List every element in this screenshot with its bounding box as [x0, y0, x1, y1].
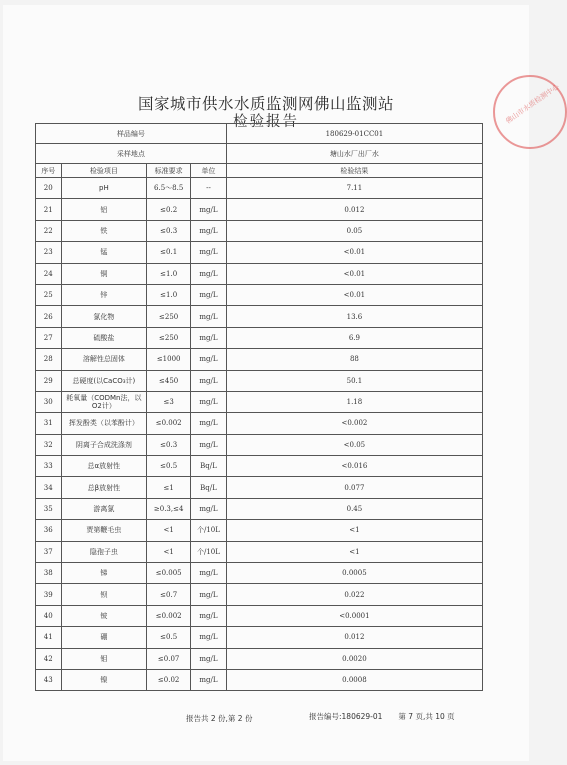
table-row: [36, 284, 483, 305]
row-unit: mg/L: [191, 220, 227, 241]
table-row: [36, 434, 483, 455]
row-result: 0.0005: [226, 563, 482, 584]
row-standard: ≤250: [147, 327, 191, 348]
row-unit: mg/L: [191, 563, 227, 584]
row-unit: mg/L: [191, 327, 227, 348]
row-unit: mg/L: [191, 349, 227, 370]
table-row: [36, 456, 483, 477]
row-unit: mg/L: [191, 306, 227, 327]
table-row: [36, 327, 483, 348]
row-seq: 20: [36, 178, 62, 199]
row-standard: ≤250: [147, 306, 191, 327]
row-unit: mg/L: [191, 584, 227, 605]
row-unit: mg/L: [191, 669, 227, 690]
row-item: 锑: [61, 563, 147, 584]
copies-note: 报告共 2 份,第 2 份: [186, 714, 253, 723]
row-result: <0.01: [226, 263, 482, 284]
sample-number-row: [36, 124, 483, 144]
row-item: 锰: [61, 242, 147, 263]
row-item: 耗氧量（CODMn法，以O2计）: [61, 391, 147, 412]
row-unit: mg/L: [191, 370, 227, 391]
row-item: 阴离子合成洗涤剂: [61, 434, 147, 455]
row-unit: --: [191, 178, 227, 199]
row-item: 硫酸盐: [61, 327, 147, 348]
row-seq: 27: [36, 327, 62, 348]
row-unit: mg/L: [191, 284, 227, 305]
row-result: 7.11: [226, 178, 482, 199]
row-item: 铝: [61, 199, 147, 220]
row-seq: 22: [36, 220, 62, 241]
row-result: 13.6: [226, 306, 482, 327]
row-standard: ≤0.07: [147, 648, 191, 669]
row-standard: ≤0.2: [147, 199, 191, 220]
column-header-standard: 标准要求: [147, 164, 191, 178]
report-subtitle: 检验报告: [233, 114, 299, 130]
row-unit: mg/L: [191, 413, 227, 434]
row-item: 贾第鞭毛虫: [61, 520, 147, 541]
seal-text: 佛山市水质检测中心: [504, 82, 561, 126]
footer-right: [309, 711, 455, 722]
row-standard: ≤0.5: [147, 627, 191, 648]
row-standard: ≤0.005: [147, 563, 191, 584]
column-header-result: 检验结果: [226, 164, 482, 178]
row-result: 50.1: [226, 370, 482, 391]
row-seq: 43: [36, 669, 62, 690]
row-seq: 28: [36, 349, 62, 370]
row-standard: ≤450: [147, 370, 191, 391]
row-unit: mg/L: [191, 199, 227, 220]
row-standard: ≤1.0: [147, 263, 191, 284]
row-item: 总β放射性: [61, 477, 147, 498]
table-row: [36, 520, 483, 541]
row-unit: 个/10L: [191, 541, 227, 562]
row-result: 0.0008: [226, 669, 482, 690]
row-item: 镍: [61, 669, 147, 690]
sampling-site-row: [36, 144, 483, 164]
row-standard: ≤1.0: [147, 284, 191, 305]
row-result: <1: [226, 520, 482, 541]
row-item: 铍: [61, 605, 147, 626]
row-seq: 31: [36, 413, 62, 434]
row-result: 1.18: [226, 391, 482, 412]
column-header-seq: 序号: [36, 164, 62, 178]
row-seq: 35: [36, 498, 62, 519]
row-result: <0.01: [226, 242, 482, 263]
row-unit: Bq/L: [191, 477, 227, 498]
row-result: <0.0001: [226, 605, 482, 626]
table-row: [36, 605, 483, 626]
row-standard: ≤0.3: [147, 220, 191, 241]
table-row: [36, 306, 483, 327]
row-unit: 个/10L: [191, 520, 227, 541]
report-number: 报告编号:180629-01: [309, 712, 383, 721]
row-item: 溶解性总固体: [61, 349, 147, 370]
table-row: [36, 498, 483, 519]
row-seq: 23: [36, 242, 62, 263]
row-standard: ≤0.7: [147, 584, 191, 605]
table-row: [36, 627, 483, 648]
table-row: [36, 413, 483, 434]
row-result: <0.016: [226, 456, 482, 477]
row-result: <0.05: [226, 434, 482, 455]
report-title: 国家城市供水水质监测网佛山监测站: [137, 95, 394, 113]
table-row: [36, 648, 483, 669]
row-result: <0.01: [226, 284, 482, 305]
row-standard: ≤0.1: [147, 242, 191, 263]
row-result: <1: [226, 541, 482, 562]
table-row: [36, 242, 483, 263]
row-unit: mg/L: [191, 242, 227, 263]
row-item: 钼: [61, 648, 147, 669]
row-seq: 36: [36, 520, 62, 541]
sampling-site-label: 采样地点: [36, 144, 227, 164]
row-item: 总硬度(以CaCO₃计): [61, 370, 147, 391]
row-item: 锌: [61, 284, 147, 305]
row-item: 铜: [61, 263, 147, 284]
row-unit: mg/L: [191, 648, 227, 669]
row-item: 铁: [61, 220, 147, 241]
row-result: 6.9: [226, 327, 482, 348]
row-unit: Bq/L: [191, 456, 227, 477]
row-standard: ≤0.5: [147, 456, 191, 477]
row-item: pH: [61, 178, 147, 199]
row-item: 总α放射性: [61, 456, 147, 477]
page-number: 第 7 页,共 10 页: [398, 712, 455, 721]
row-standard: 6.5～8.5: [147, 178, 191, 199]
sample-number-value: 180629-01CC01: [226, 124, 482, 144]
row-standard: ≤1: [147, 477, 191, 498]
row-item: 隐孢子虫: [61, 541, 147, 562]
row-seq: 21: [36, 199, 62, 220]
sampling-site-value: 塘山水厂出厂水: [226, 144, 482, 164]
row-standard: <1: [147, 520, 191, 541]
table-row: [36, 349, 483, 370]
row-result: 88: [226, 349, 482, 370]
row-seq: 29: [36, 370, 62, 391]
row-seq: 24: [36, 263, 62, 284]
row-standard: ≥0.3,≤4: [147, 498, 191, 519]
row-result: 0.012: [226, 199, 482, 220]
row-unit: mg/L: [191, 605, 227, 626]
row-seq: 41: [36, 627, 62, 648]
row-seq: 33: [36, 456, 62, 477]
row-unit: mg/L: [191, 263, 227, 284]
row-result: 0.012: [226, 627, 482, 648]
column-header-unit: 单位: [191, 164, 227, 178]
row-seq: 30: [36, 391, 62, 412]
row-item: 游离氯: [61, 498, 147, 519]
table-row: [36, 178, 483, 199]
row-item: 钡: [61, 584, 147, 605]
row-standard: ≤0.002: [147, 413, 191, 434]
row-seq: 42: [36, 648, 62, 669]
table-row: [36, 669, 483, 690]
table-row: [36, 391, 483, 412]
row-result: 0.0020: [226, 648, 482, 669]
row-unit: mg/L: [191, 627, 227, 648]
row-item: 挥发酚类（以苯酚计）: [61, 413, 147, 434]
table-row: [36, 199, 483, 220]
table-row: [36, 563, 483, 584]
row-seq: 39: [36, 584, 62, 605]
row-seq: 26: [36, 306, 62, 327]
table-row: [36, 263, 483, 284]
row-unit: mg/L: [191, 498, 227, 519]
row-seq: 38: [36, 563, 62, 584]
row-item: 氯化物: [61, 306, 147, 327]
row-result: 0.45: [226, 498, 482, 519]
row-result: <0.002: [226, 413, 482, 434]
row-result: 0.022: [226, 584, 482, 605]
table-row: [36, 584, 483, 605]
official-seal: [493, 75, 567, 149]
row-result: 0.05: [226, 220, 482, 241]
column-header-row: [36, 164, 483, 178]
column-header-item: 检验项目: [61, 164, 147, 178]
test-results-table: [35, 123, 483, 691]
row-seq: 34: [36, 477, 62, 498]
table-row: [36, 477, 483, 498]
row-item: 硼: [61, 627, 147, 648]
row-seq: 32: [36, 434, 62, 455]
row-standard: <1: [147, 541, 191, 562]
row-seq: 25: [36, 284, 62, 305]
row-result: 0.077: [226, 477, 482, 498]
sample-number-label: 样品编号: [36, 124, 227, 144]
row-standard: ≤0.02: [147, 669, 191, 690]
table-row: [36, 220, 483, 241]
row-unit: mg/L: [191, 391, 227, 412]
row-seq: 40: [36, 605, 62, 626]
row-standard: ≤0.002: [147, 605, 191, 626]
row-unit: mg/L: [191, 434, 227, 455]
table-row: [36, 541, 483, 562]
row-seq: 37: [36, 541, 62, 562]
row-standard: ≤0.3: [147, 434, 191, 455]
row-standard: ≤1000: [147, 349, 191, 370]
row-standard: ≤3: [147, 391, 191, 412]
table-row: [36, 370, 483, 391]
